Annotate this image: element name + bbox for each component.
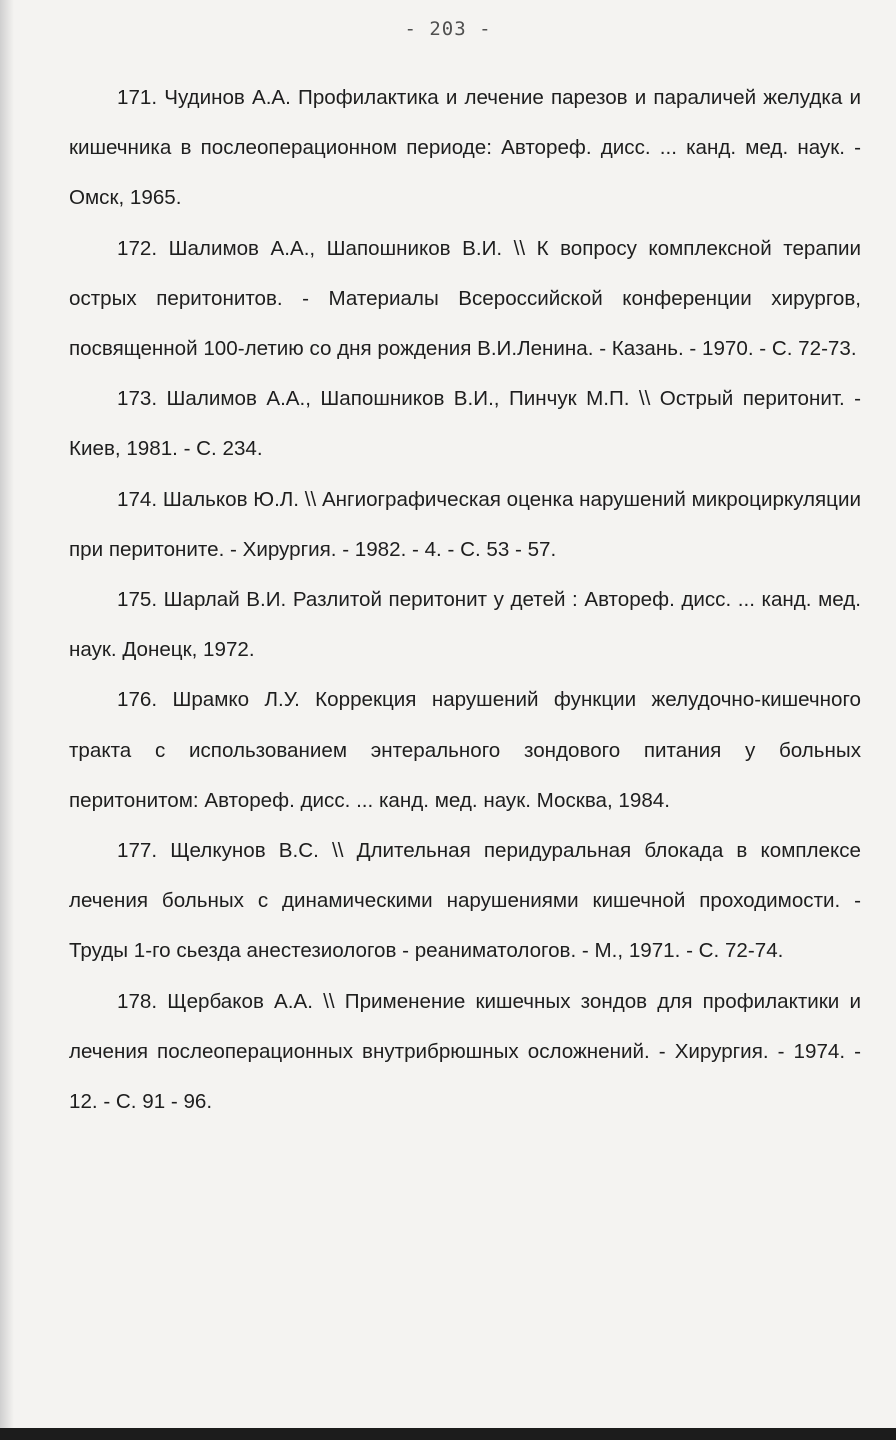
reference-item-176: 176. Шрамко Л.У. Коррекция нарушений функции желудочно-кишечного тракта с использованием энтерального зондового питания у больных перитонитом: Автореф. дисс. ... канд. мед. наук. Москва, 1984. [69, 688, 861, 812]
reference-item-171: 171. Чудинов А.А. Профилактика и лечение парезов и параличей желудка и кишечника в послеоперационном периоде: Автореф. дисс. ... канд. мед. наук. - Омск, 1965. [69, 86, 861, 210]
reference-item-172: 172. Шалимов А.А., Шапошников В.И. \\ К вопросу комплексной терапии острых перитонитов. - Материалы Всероссийской конференции хирургов, посвященной 100-летию со дня рождения В.И.Ленина. - Казань. - 1970. - С. 72-73. [69, 236, 861, 361]
reference-list [69, 73, 861, 1127]
reference-item-175: 175. Шарлай В.И. Разлитой перитонит у детей : Автореф. дисс. ... канд. мед. наук. Донецк, 1972. [69, 588, 861, 662]
page-number: - 203 - [404, 18, 492, 40]
reference-item-178: 178. Щербаков А.А. \\ Применение кишечных зондов для профилактики и лечения послеоперационных внутрибрюшных осложнений. - Хирургия. - 1974. - 12. - С. 91 - 96. [69, 989, 861, 1114]
reference-item-173: 173. Шалимов А.А., Шапошников В.И., Пинчук М.П. \\ Острый перитонит. - Киев, 1981. - С. 234. [69, 387, 861, 461]
reference-item-177: 177. Щелкунов В.С. \\ Длительная перидуральная блокада в комплексе лечения больных с динамическими нарушениями кишечной проходимости. - Труды 1-го сьезда анестезиологов - реаниматологов. - М., 1971. - С. 72-74. [69, 839, 861, 963]
reference-item-174: 174. Шальков Ю.Л. \\ Ангиографическая оценка нарушений микроциркуляции при перитоните. - Хирургия. - 1982. - 4. - С. 53 - 57. [69, 487, 861, 561]
scan-bottom-edge [0, 1428, 896, 1440]
scan-edge-shadow [0, 0, 14, 1440]
